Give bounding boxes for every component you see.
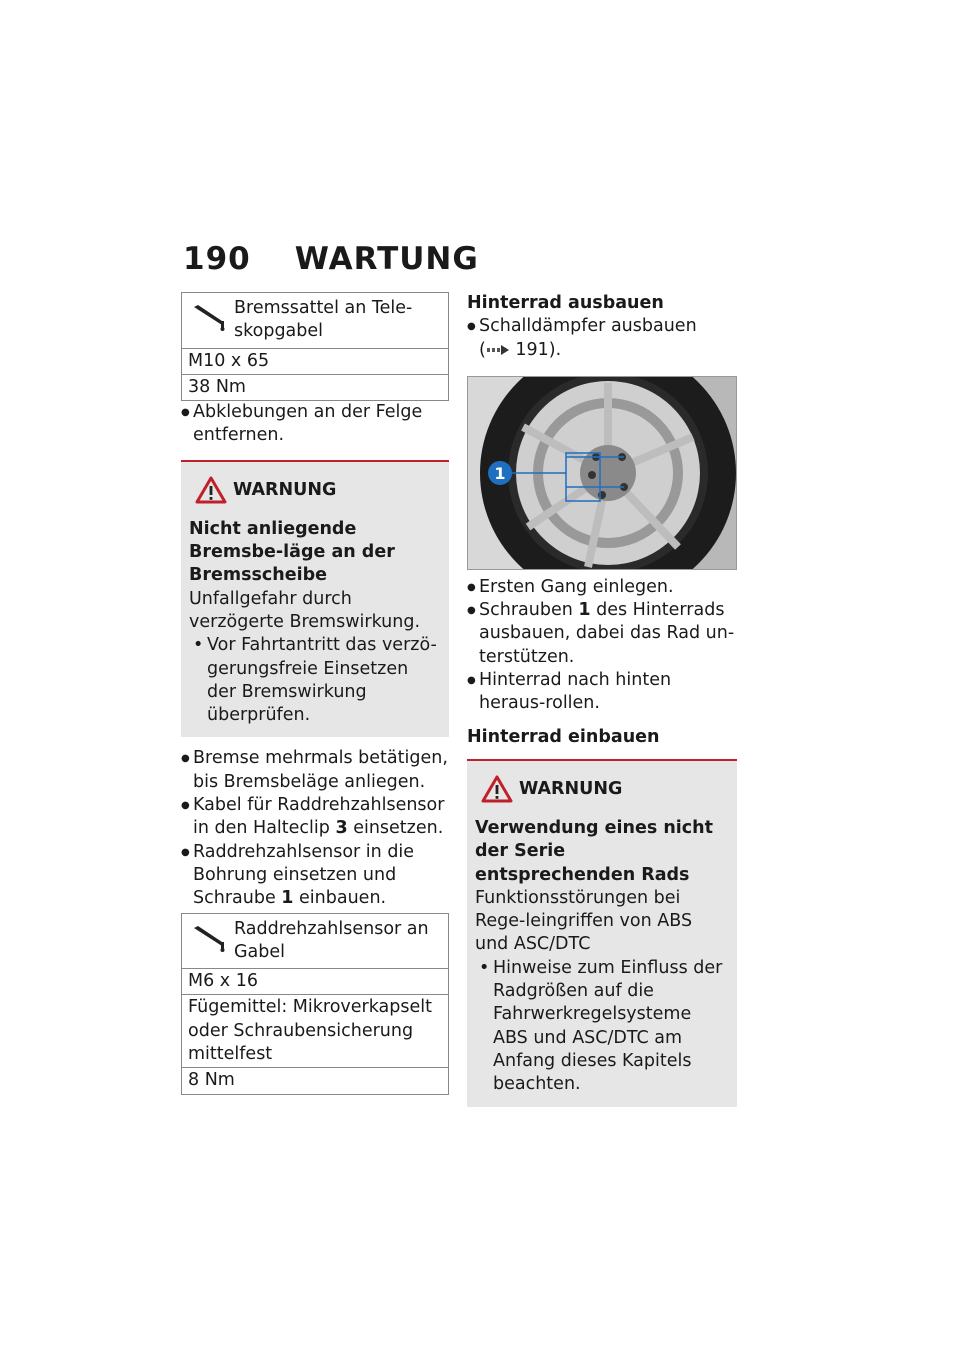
warning-text: Funktionsstörungen bei Rege-leingriffen von ABS und ASC/DTC [475, 887, 693, 955]
heading-remove-wheel: Hinterrad ausbauen [467, 293, 664, 313]
spec-row: M10 x 65 [182, 348, 449, 374]
warning-text: Unfallgefahr durch verzögerte Bremswirkung. [189, 588, 421, 632]
step-remove-bolts: ● Schrauben 1 des Hinterrads ausbauen, dabei das Rad un-terstützen. [467, 599, 737, 669]
ref-arrow-icon [486, 343, 510, 357]
warning-title: WARNUNG [475, 773, 729, 805]
spec-label: Raddrehzahlsensor an Gabel [234, 918, 429, 962]
heading-install-wheel: Hinterrad einbauen [467, 726, 660, 747]
warning-box-brake [181, 460, 449, 738]
step-remove-tape: ● Abklebungen an der Felge entfernen. [181, 401, 449, 448]
warning-box-wheel [467, 759, 737, 1107]
spec-row: 8 Nm [182, 1068, 449, 1094]
warning-bullet: • Vor Fahrtantritt das verzö-gerungsfreie Einsetzen der Bremswirkung überprüfen. [189, 634, 441, 727]
warning-triangle-icon [481, 775, 513, 803]
torque-spec-caliper [181, 292, 449, 401]
rear-wheel-illustration [468, 377, 736, 569]
warning-headline: Nicht anliegende Bremsbe-läge an der Bremsscheibe [189, 518, 395, 586]
step-sensor-install: ● Raddrehzahlsensor in die Bohrung einsetzen und Schraube 1 einbauen. [181, 841, 449, 911]
rear-wheel-photo [467, 376, 737, 570]
right-column [467, 292, 737, 1107]
spec-header [182, 913, 449, 969]
step-roll-out: ● Hinterrad nach hinten heraus-rollen. [467, 669, 737, 716]
step-cable-clip: ● Kabel für Raddrehzahlsensor in den Halteclip 3 einsetzen. [181, 794, 449, 841]
wrench-icon [192, 303, 228, 331]
warning-triangle-icon [195, 476, 227, 504]
page-number: 190 [183, 241, 251, 277]
left-column [181, 292, 449, 1095]
spec-header [182, 293, 449, 349]
spec-row: 38 Nm [182, 374, 449, 400]
wrench-icon [192, 924, 228, 952]
photo-callout-1: 1 [494, 463, 506, 483]
warning-title: WARNUNG [189, 474, 441, 506]
spec-label: Bremssattel an Tele-skopgabel [234, 298, 413, 342]
torque-spec-sensor [181, 913, 449, 1095]
spec-row: M6 x 16 [182, 969, 449, 995]
step-first-gear: ● Ersten Gang einlegen. [467, 576, 737, 599]
warning-bullet: • Hinweise zum Einfluss der Radgrößen auf die Fahrwerkregelsysteme ABS und ASC/DTC am Anfang dieses Kapitels beachten. [475, 957, 729, 1097]
page-header [183, 241, 479, 277]
step-remove-muffler: ● Schalldämpfer ausbauen ( 191). [467, 315, 737, 362]
chapter-title: WARTUNG [294, 241, 479, 277]
spec-row: Fügemittel: Mikroverkapselt oder Schraubensicherung mittelfest [182, 995, 449, 1068]
warning-headline: Verwendung eines nicht der Serie entsprechenden Rads [475, 817, 714, 885]
step-brake-pump: ● Bremse mehrmals betätigen, bis Bremsbeläge anliegen. [181, 747, 449, 794]
